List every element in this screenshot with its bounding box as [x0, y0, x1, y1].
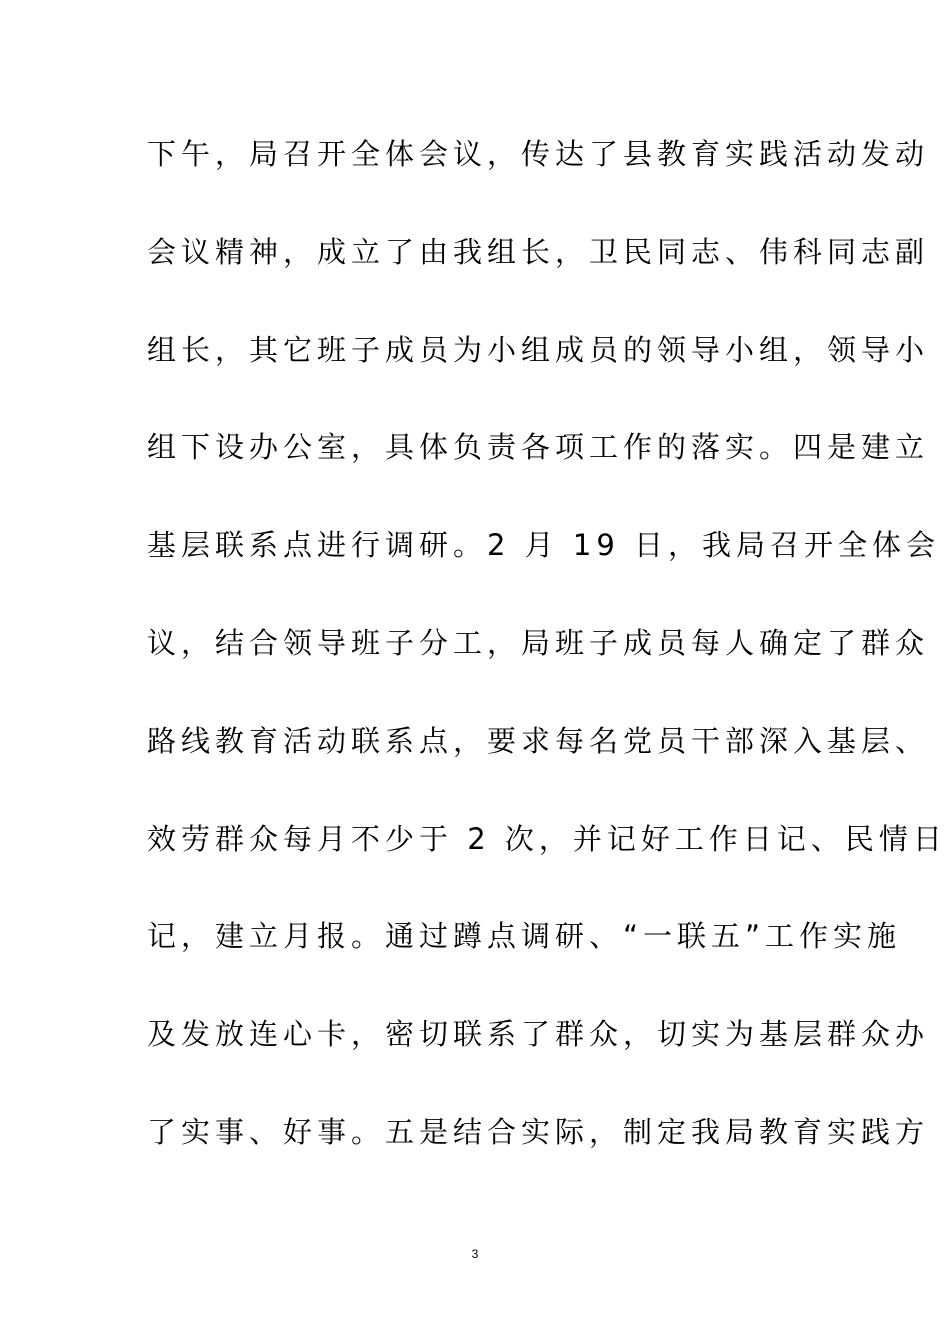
text-line: 效劳群众每月不少于 2 次，并记好工作日记、民情日: [147, 821, 947, 856]
text-line: 组下设办公室，具体负责各项工作的落实。四是建立: [147, 430, 930, 465]
text-line: 及发放连心卡，密切联系了群众，切实为基层群众办: [147, 1017, 930, 1052]
text-line: 议，结合领导班子分工，局班子成员每人确定了群众: [147, 625, 930, 660]
text-line: 基层联系点进行调研。2 月 19 日，我局召开全体会: [147, 528, 941, 563]
text-line: 下午，局召开全体会议，传达了县教育实践活动发动: [147, 137, 930, 171]
text-line: 会议精神，成立了由我组长，卫民同志、伟科同志副: [147, 234, 930, 269]
text-line: 路线教育活动联系点，要求每名党员干部深入基层、: [147, 723, 930, 758]
text-line: 组长，其它班子成员为小组成员的领导小组，领导小: [147, 332, 930, 367]
page-number: 3: [471, 1247, 479, 1261]
text-line: 记，建立月报。通过蹲点调研、“一联五”工作实施: [147, 919, 902, 954]
body-text: [147, 130, 947, 1206]
text-line: 了实事、好事。五是结合实际，制定我局教育实践方: [147, 1114, 930, 1149]
